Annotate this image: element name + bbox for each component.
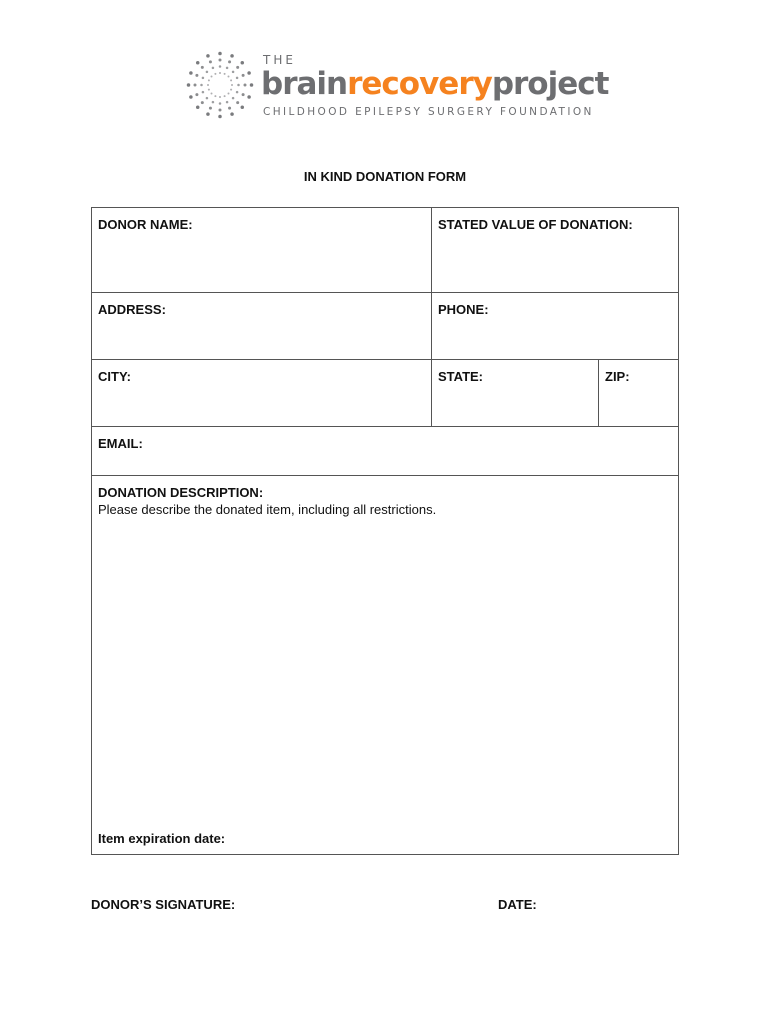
logo-dot (208, 89, 210, 91)
logo-tagline: CHILDHOOD EPILEPSY SURGERY FOUNDATION (263, 106, 594, 118)
logo-dot (208, 79, 210, 81)
logo-dot (231, 84, 233, 86)
logo-dot (236, 101, 239, 104)
logo-dot (224, 73, 226, 75)
logo-dot (219, 59, 222, 62)
logo-dot (200, 84, 203, 87)
donor-name-label: DONOR NAME: (98, 217, 193, 232)
logo-dot (212, 67, 215, 70)
zip-label: ZIP: (605, 369, 630, 384)
item-expiration-label: Item expiration date: (98, 831, 226, 846)
logo-dot (219, 72, 221, 74)
logo-dot (214, 95, 216, 97)
logo-dot (232, 97, 235, 100)
logo-dot (242, 93, 245, 96)
stated-value-label: STATED VALUE OF DONATION: (438, 217, 633, 232)
logo-dot (187, 83, 191, 87)
logo-dot (195, 74, 198, 77)
email-field[interactable] (92, 427, 678, 476)
logo-dot (227, 92, 229, 94)
logo-dot (196, 61, 200, 64)
logo-dot (211, 76, 213, 78)
logo-dot (219, 109, 222, 112)
logo-word-brain: brain (261, 66, 348, 102)
city-field[interactable] (92, 360, 432, 427)
logo-dot (244, 84, 247, 87)
logo-dot (212, 101, 215, 104)
logo-dot (206, 71, 209, 74)
logo-dot (227, 76, 229, 78)
logo-dot (232, 71, 235, 74)
logo-dot (250, 83, 254, 87)
logo-dot (247, 71, 251, 75)
logo-dot (224, 95, 226, 97)
logo-dot (202, 77, 205, 80)
logo-dot (219, 102, 222, 105)
donor-name-field[interactable] (92, 208, 432, 293)
donation-form-table (91, 207, 679, 855)
address-field[interactable] (92, 293, 432, 360)
donation-description-label: DONATION DESCRIPTION: (98, 485, 264, 500)
logo-dot (242, 74, 245, 77)
logo-dot (241, 106, 245, 110)
logo-dot (226, 101, 229, 104)
logo-dot (241, 61, 245, 64)
logo-dot (219, 65, 222, 68)
logo-dot (230, 89, 232, 91)
address-label: ADDRESS: (98, 302, 166, 317)
donor-signature-label: DONOR’S SIGNATURE: (91, 897, 236, 912)
logo-dot (214, 73, 216, 75)
brain-recovery-project-logo (185, 50, 609, 122)
logo-dot (195, 93, 198, 96)
logo-dot (219, 96, 221, 98)
date-label: DATE: (498, 897, 537, 912)
logo-the-text: THE (263, 53, 296, 67)
logo-dot (230, 112, 234, 116)
logo-dot (230, 79, 232, 81)
logo-dot (201, 66, 204, 69)
stated-value-field[interactable] (432, 208, 678, 293)
logo-wordmark (261, 66, 608, 102)
logo-dot (218, 115, 222, 119)
state-label: STATE: (438, 369, 484, 384)
logo-dot (201, 101, 204, 104)
logo-dot (207, 84, 209, 86)
logo-word-recovery: recovery (347, 66, 492, 102)
logo-dot (206, 54, 210, 58)
starburst-logo-icon (185, 50, 255, 120)
form-title: IN KIND DONATION FORM (303, 169, 467, 184)
logo-dot (211, 92, 213, 94)
logo-dot (206, 112, 210, 116)
logo-dot (209, 60, 212, 63)
logo-dot (226, 67, 229, 70)
state-field[interactable] (432, 360, 599, 427)
logo-dot (202, 91, 205, 94)
logo-dot (236, 77, 239, 80)
donation-description-help: Please describe the donated item, including all restrictions. (98, 502, 437, 517)
email-label: EMAIL: (98, 436, 143, 451)
zip-field[interactable] (599, 360, 678, 427)
logo-dot (218, 52, 222, 56)
logo-dot (189, 95, 193, 99)
logo-dot (237, 84, 240, 87)
logo-dot (228, 107, 231, 110)
logo-dot (236, 91, 239, 94)
logo-dot (194, 84, 197, 87)
logo-dot (189, 71, 193, 75)
logo-dot (236, 66, 239, 69)
logo-word-project: project (491, 66, 609, 102)
phone-label: PHONE: (438, 302, 489, 317)
city-label: CITY: (98, 369, 131, 384)
logo-dot (230, 54, 234, 58)
logo-dot (206, 97, 209, 100)
logo-dot (209, 107, 212, 110)
logo-dot (196, 106, 200, 110)
donation-description-field[interactable] (92, 476, 678, 854)
logo-dot (247, 95, 251, 99)
phone-field[interactable] (432, 293, 678, 360)
logo-dot (228, 60, 231, 63)
